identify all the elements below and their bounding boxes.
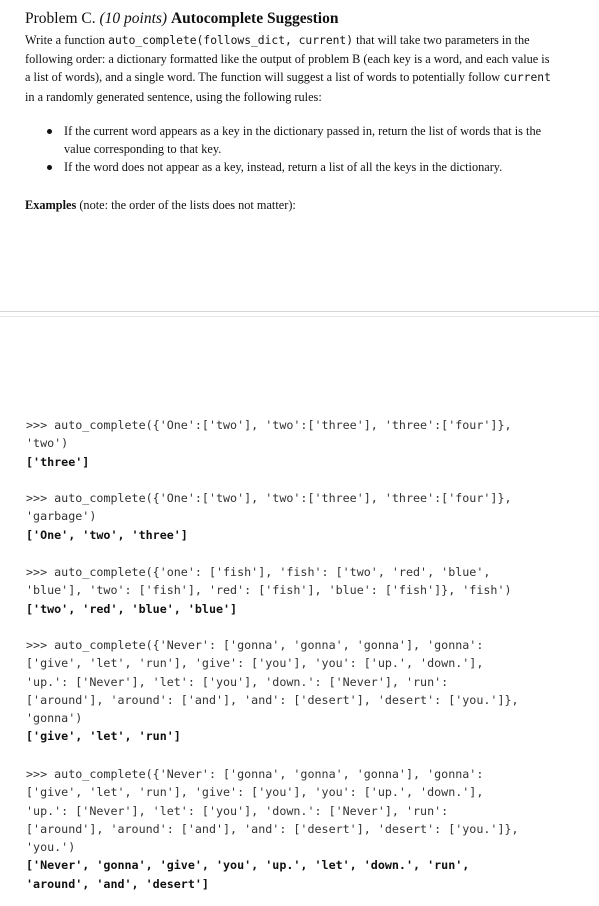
problem-points: (10 points) [99,10,168,27]
intro-text-3: in a randomly generated sentence, using the following rules: [25,89,322,104]
problem-heading: Autocomplete Suggestion [170,10,339,27]
problem-title [25,9,338,29]
rules-list [40,122,564,177]
example-call: >>> auto_complete({'Never': ['gonna', 'gonna', 'gonna'], 'gonna': ['give', 'let', 'run'], 'give': ['you'], 'you': ['up.', 'down.'], 'up.': ['Never'], 'let': ['you'], 'down.': ['Never'], 'run': ['around'], 'around': ['and'], 'and': ['desert'], 'desert': ['you.']}, 'gonna') [26,638,519,726]
rule-item: If the word does not appear as a key, instead, return a list of all the keys in the dictionary. [64,158,564,176]
example-block [26,416,586,471]
page-divider [0,311,599,312]
example-call: >>> auto_complete({'Never': ['gonna', 'gonna', 'gonna'], 'gonna': ['give', 'let', 'run'], 'give': ['you'], 'you': ['up.', 'down.'], 'up.': ['Never'], 'let': ['you'], 'down.': ['Never'], 'run': ['around'], 'around': ['and'], 'and': ['desert'], 'desert': ['you.']}, 'you.') [26,767,519,855]
function-signature: auto_complete(follows_dict, current) [108,34,354,47]
example-call: >>> auto_complete({'One':['two'], 'two':['three'], 'three':['four']}, 'garbage') [26,491,512,524]
example-result: ['two', 'red', 'blue', 'blue'] [26,601,238,616]
example-call: >>> auto_complete({'One':['two'], 'two':['three'], 'three':['four']}, 'two') [26,418,512,451]
rule-item: If the current word appears as a key in the dictionary passed in, return the list of words that is the value corresponding to that key. [64,122,564,158]
example-result: ['One', 'two', 'three'] [26,527,188,542]
example-call: >>> auto_complete({'one': ['fish'], 'fish': ['two', 'red', 'blue', 'blue'], 'two': ['fish'], 'red': ['fish'], 'blue': ['fish']}, 'fish') [26,565,512,598]
problem-description [25,31,553,106]
example-block [26,636,586,746]
example-block [26,765,586,893]
example-result: ['three'] [26,454,90,469]
problem-label: Problem C. [25,10,96,27]
page-divider-shadow [0,316,599,317]
current-parameter: current [503,71,551,85]
examples-note: (note: the order of the lists does not matter): [76,198,296,212]
example-result: ['Never', 'gonna', 'give', 'you', 'up.', 'let', 'down.', 'run', 'around', 'and', 'desert'] [26,858,470,891]
intro-text-1: Write a function [25,33,109,47]
examples-label: Examples [25,198,77,212]
example-block [26,563,586,618]
examples-heading [25,196,296,214]
example-block [26,489,586,544]
example-result: ['give', 'let', 'run'] [26,729,181,744]
intro-text-2: that will take two parameters in the following order: a dictionary formatted like the output of problem B (each key is a word, and each value is a list of words), and a single word. The function will suggest a list of words to potentially follow [25,33,550,85]
